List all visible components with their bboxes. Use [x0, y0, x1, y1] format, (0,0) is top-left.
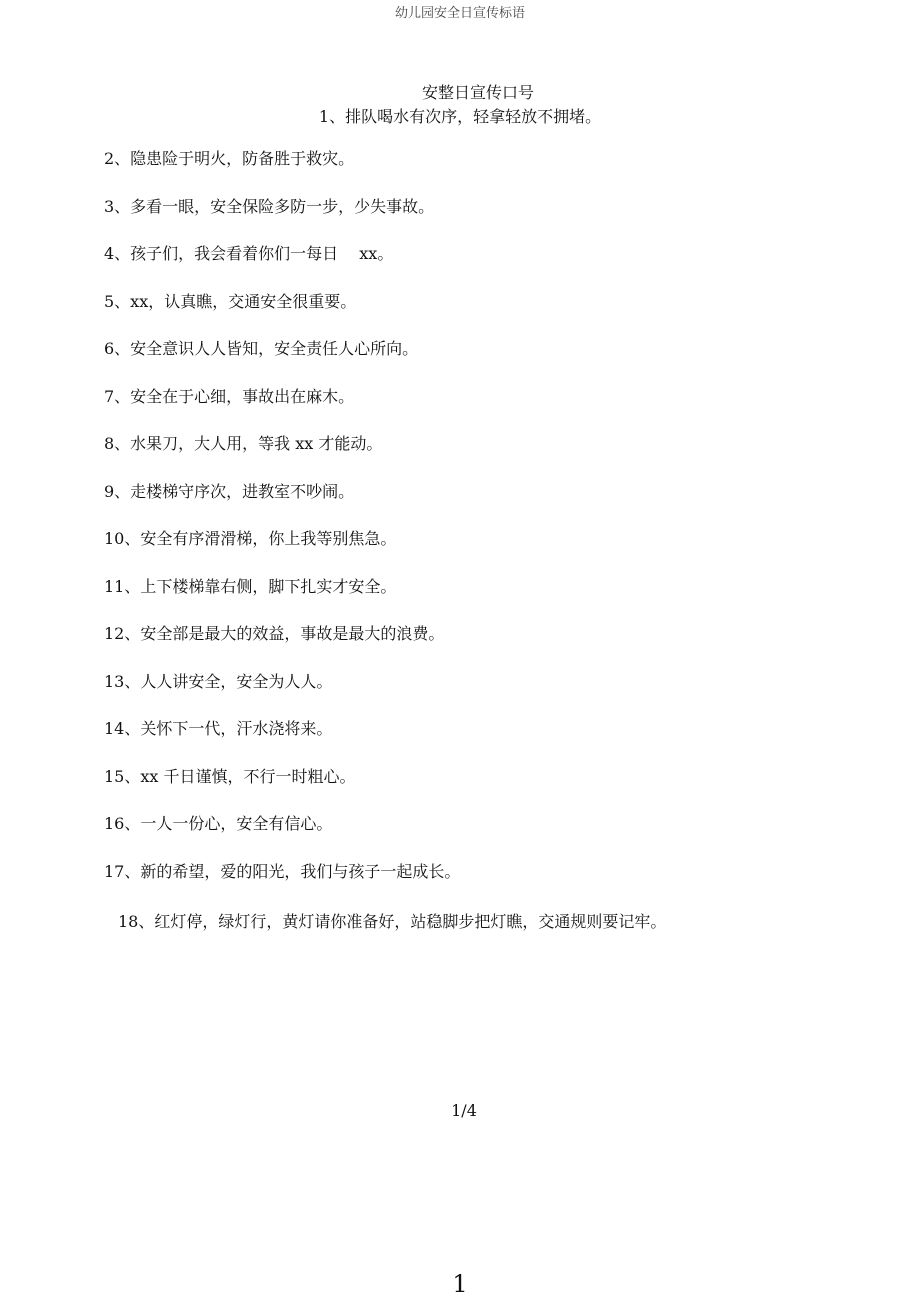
slogan-item: 10、安全有序滑滑梯，你上我等别焦急。 [104, 529, 397, 548]
slogan-item: 17、新的希望，爱的阳光，我们与孩子一起成长。 [104, 861, 461, 881]
slogan-item: 8、水果刀，大人用，等我 xx 才能动。 [104, 434, 383, 453]
slogan-list [104, 148, 460, 908]
running-header: 幼儿园安全日宣传标语 [394, 6, 525, 21]
slogan-item: 5、xx，认真瞧，交通安全很重要。 [104, 291, 357, 311]
slogan-item: 13、人人讲安全，安全为人人。 [104, 671, 333, 691]
page-fraction: 1/4 [451, 1101, 477, 1120]
slogan-item: 16、一人一份心，安全有信心。 [104, 814, 333, 833]
page-number: 1 [452, 1270, 468, 1298]
slogan-item: 9、走楼梯守序次，进教室不吵闹。 [104, 481, 355, 501]
slogan-item: 4、孩子们，我会看着你们一每日 xx。 [104, 244, 394, 263]
slogan-item: 15、xx 千日谨慎，不行一时粗心。 [104, 766, 356, 786]
slogan-item: 11、上下楼梯靠右侧，脚下扎实才安全。 [104, 576, 397, 596]
document-title: 安整日宣传口号 [421, 83, 534, 102]
slogan-item-1: 1、排队喝水有次序，轻拿轻放不拥堵。 [318, 107, 602, 126]
slogan-item-18: 18、红灯停，绿灯行，黄灯请你准备好，站稳脚步把灯瞧，交通规则要记牢。 [118, 912, 667, 931]
slogan-item: 3、多看一眼，安全保险多防一步，少失事故。 [104, 196, 435, 216]
slogan-item: 7、安全在于心细，事故出在麻木。 [104, 386, 355, 406]
slogan-item: 12、安全部是最大的效益，事故是最大的浪费。 [104, 624, 445, 643]
slogan-item: 14、关怀下一代，汗水浇将来。 [104, 719, 333, 738]
slogan-item: 2、隐患险于明火，防备胜于救灾。 [104, 149, 355, 168]
slogan-item: 6、安全意识人人皆知，安全责任人心所向。 [104, 339, 419, 358]
